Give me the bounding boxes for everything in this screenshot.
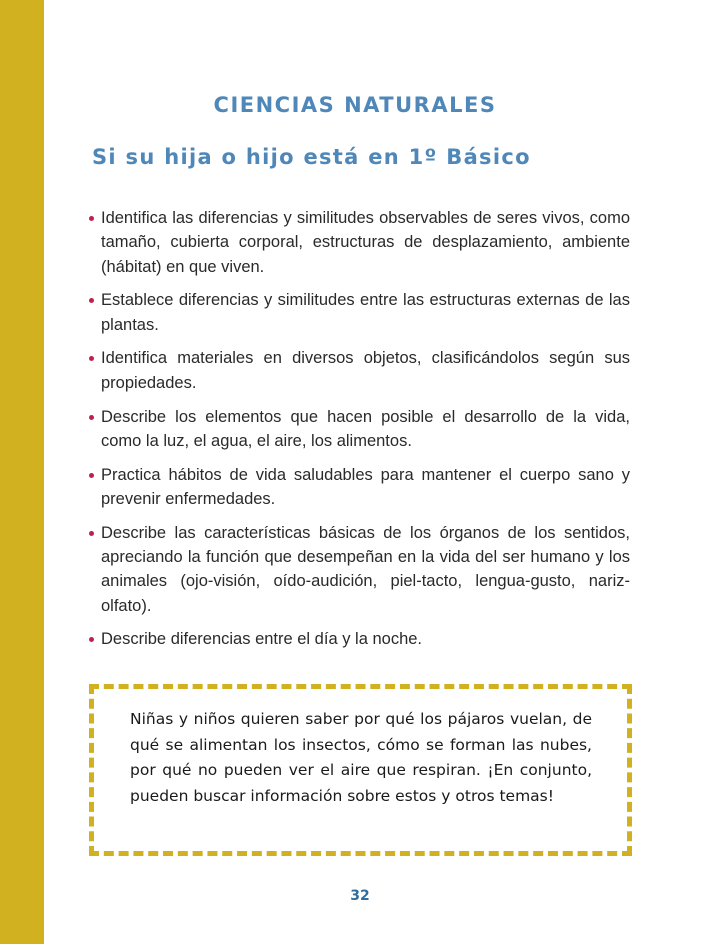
page-number: 32: [350, 888, 370, 904]
tip-box: [89, 684, 632, 856]
list-item: [88, 288, 630, 337]
page-title: CIENCIAS NATURALES: [213, 93, 497, 117]
objectives-list: [88, 206, 630, 661]
list-item: [88, 405, 630, 454]
side-color-bar: [0, 0, 44, 944]
list-item: [88, 346, 630, 395]
bullet-icon: [89, 415, 94, 420]
bullet-icon: [89, 637, 94, 642]
list-item: [88, 521, 630, 618]
list-item-text: Describe diferencias entre el día y la noche.: [101, 630, 423, 649]
tip-box-text: Niñas y niños quieren saber por qué los pájaros vuelan, de qué se alimentan los insectos, cómo se forman las nubes, por qué no pueden ver el aire que respiran. ¡En conjunto, pueden buscar información sobre estos y otros temas!: [130, 710, 592, 805]
bullet-icon: [89, 356, 94, 361]
list-item: [88, 206, 630, 279]
bullet-icon: [89, 473, 94, 478]
list-item-text: Describe los elementos que hacen posible el desarrollo de la vida, como la luz, el agua, el aire, los alimentos.: [101, 407, 630, 450]
list-item-text: Identifica las diferencias y similitudes observables de seres vivos, como tamaño, cubierta corporal, estructuras de desplazamiento, ambiente (hábitat) en que viven.: [101, 209, 630, 276]
bullet-icon: [89, 531, 94, 536]
list-item: [88, 463, 630, 512]
page-subtitle: Si su hija o hijo está en 1º Básico: [92, 145, 531, 169]
list-item-text: Practica hábitos de vida saludables para mantener el cuerpo sano y prevenir enfermedades.: [101, 465, 630, 508]
list-item-text: Establece diferencias y similitudes entre las estructuras externas de las plantas.: [101, 291, 630, 334]
bullet-icon: [89, 216, 94, 221]
list-item: [88, 627, 630, 651]
list-item-text: Identifica materiales en diversos objetos, clasificándolos según sus propiedades.: [101, 349, 630, 392]
list-item-text: Describe las características básicas de los órganos de los sentidos, apreciando la función que desempeñan en la vida del ser humano y los animales (ojo-visión, oído-audición, piel-tacto, lengua-gusto, nariz-olfato).: [101, 523, 630, 615]
bullet-icon: [89, 298, 94, 303]
